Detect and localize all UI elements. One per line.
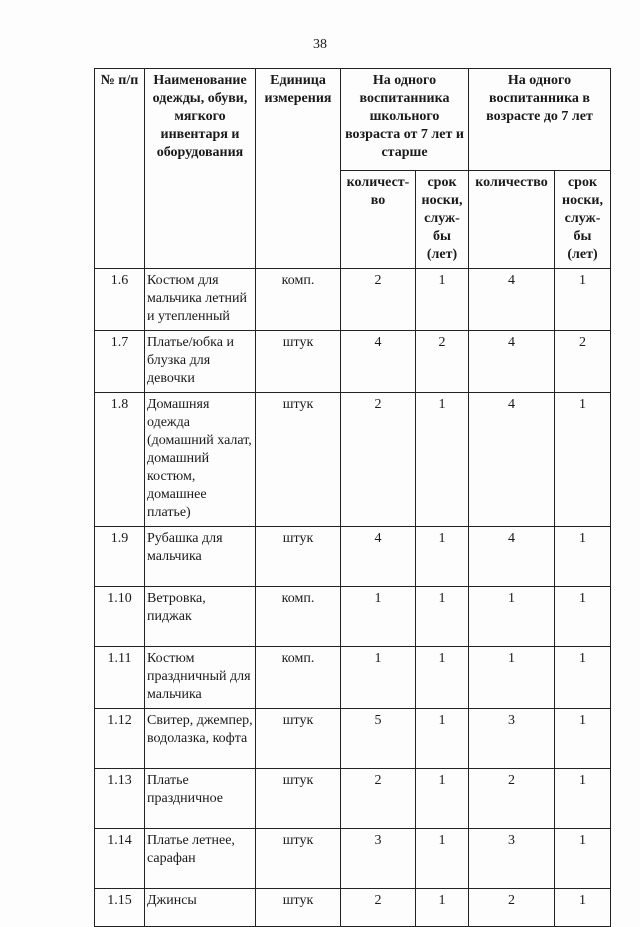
row-qty-school: 1 [341, 647, 416, 709]
row-term-under7: 1 [555, 527, 611, 587]
row-qty-under7: 3 [469, 829, 555, 889]
table-row [95, 393, 611, 527]
row-qty-school: 2 [341, 889, 416, 927]
row-num: 1.10 [95, 587, 145, 647]
row-name: Ветровка, пиджак [145, 587, 256, 647]
row-num: 1.12 [95, 709, 145, 769]
row-unit: штук [256, 769, 341, 829]
row-term-school: 1 [416, 889, 469, 927]
row-unit: штук [256, 527, 341, 587]
table-row [95, 709, 611, 769]
row-unit: штук [256, 889, 341, 927]
row-term-under7: 1 [555, 647, 611, 709]
header-term-under7: срок носки, служ-бы (лет) [555, 171, 611, 269]
row-name: Рубашка для мальчика [145, 527, 256, 587]
row-term-school: 1 [416, 709, 469, 769]
row-term-school: 1 [416, 647, 469, 709]
row-num: 1.9 [95, 527, 145, 587]
row-term-school: 1 [416, 269, 469, 331]
row-num: 1.7 [95, 331, 145, 393]
row-term-under7: 2 [555, 331, 611, 393]
row-unit: штук [256, 829, 341, 889]
row-qty-under7: 2 [469, 769, 555, 829]
row-qty-under7: 1 [469, 647, 555, 709]
row-qty-under7: 4 [469, 393, 555, 527]
row-qty-under7: 1 [469, 587, 555, 647]
row-qty-school: 1 [341, 587, 416, 647]
header-num: № п/п [95, 69, 145, 269]
row-qty-under7: 3 [469, 709, 555, 769]
row-term-school: 1 [416, 829, 469, 889]
row-qty-school: 4 [341, 331, 416, 393]
row-term-school: 1 [416, 527, 469, 587]
header-term-school: срок носки, служ-бы (лет) [416, 171, 469, 269]
row-name: Костюм праздничный для мальчика [145, 647, 256, 709]
row-term-school: 1 [416, 769, 469, 829]
row-num: 1.8 [95, 393, 145, 527]
row-term-under7: 1 [555, 769, 611, 829]
row-name: Платье летнее, сарафан [145, 829, 256, 889]
row-term-under7: 1 [555, 393, 611, 527]
row-num: 1.6 [95, 269, 145, 331]
header-unit: Единица измерения [256, 69, 341, 269]
row-term-under7: 1 [555, 829, 611, 889]
row-term-under7: 1 [555, 587, 611, 647]
row-term-school: 2 [416, 331, 469, 393]
row-term-under7: 1 [555, 709, 611, 769]
table-row [95, 587, 611, 647]
row-qty-school: 4 [341, 527, 416, 587]
table-row [95, 527, 611, 587]
header-qty-under7: количество [469, 171, 555, 269]
row-unit: штук [256, 709, 341, 769]
row-name: Домашняя одежда (домашний халат, домашний костюм, домашнее платье) [145, 393, 256, 527]
table-row [95, 331, 611, 393]
header-qty-school: количест-во [341, 171, 416, 269]
row-name: Костюм для мальчика летний и утепленный [145, 269, 256, 331]
header-row [95, 69, 611, 171]
table-row [95, 647, 611, 709]
header-group-school: На одного воспитанника школьного возраста от 7 лет и старше [341, 69, 469, 171]
row-num: 1.13 [95, 769, 145, 829]
header-group-under7: На одного воспитанника в возрасте до 7 лет [469, 69, 611, 171]
row-qty-under7: 4 [469, 527, 555, 587]
table-row [95, 829, 611, 889]
row-term-school: 1 [416, 393, 469, 527]
row-qty-school: 2 [341, 769, 416, 829]
row-num: 1.15 [95, 889, 145, 927]
table-row [95, 769, 611, 829]
table-row [95, 889, 611, 927]
row-name: Платье праздничное [145, 769, 256, 829]
row-unit: комп. [256, 269, 341, 331]
row-unit: комп. [256, 647, 341, 709]
row-num: 1.14 [95, 829, 145, 889]
row-qty-school: 2 [341, 269, 416, 331]
row-qty-under7: 2 [469, 889, 555, 927]
row-qty-under7: 4 [469, 331, 555, 393]
row-unit: штук [256, 331, 341, 393]
row-qty-school: 3 [341, 829, 416, 889]
row-term-under7: 1 [555, 269, 611, 331]
clothing-norms-table [94, 68, 611, 927]
table-row [95, 269, 611, 331]
row-name: Джинсы [145, 889, 256, 927]
row-qty-school: 5 [341, 709, 416, 769]
row-unit: комп. [256, 587, 341, 647]
page-number: 38 [313, 37, 327, 52]
row-name: Свитер, джемпер, водолазка, кофта [145, 709, 256, 769]
row-unit: штук [256, 393, 341, 527]
row-qty-school: 2 [341, 393, 416, 527]
row-name: Платье/юбка и блузка для девочки [145, 331, 256, 393]
header-name: Наименование одежды, обуви, мягкого инвентаря и оборудования [145, 69, 256, 269]
row-term-under7: 1 [555, 889, 611, 927]
row-qty-under7: 4 [469, 269, 555, 331]
row-term-school: 1 [416, 587, 469, 647]
row-num: 1.11 [95, 647, 145, 709]
